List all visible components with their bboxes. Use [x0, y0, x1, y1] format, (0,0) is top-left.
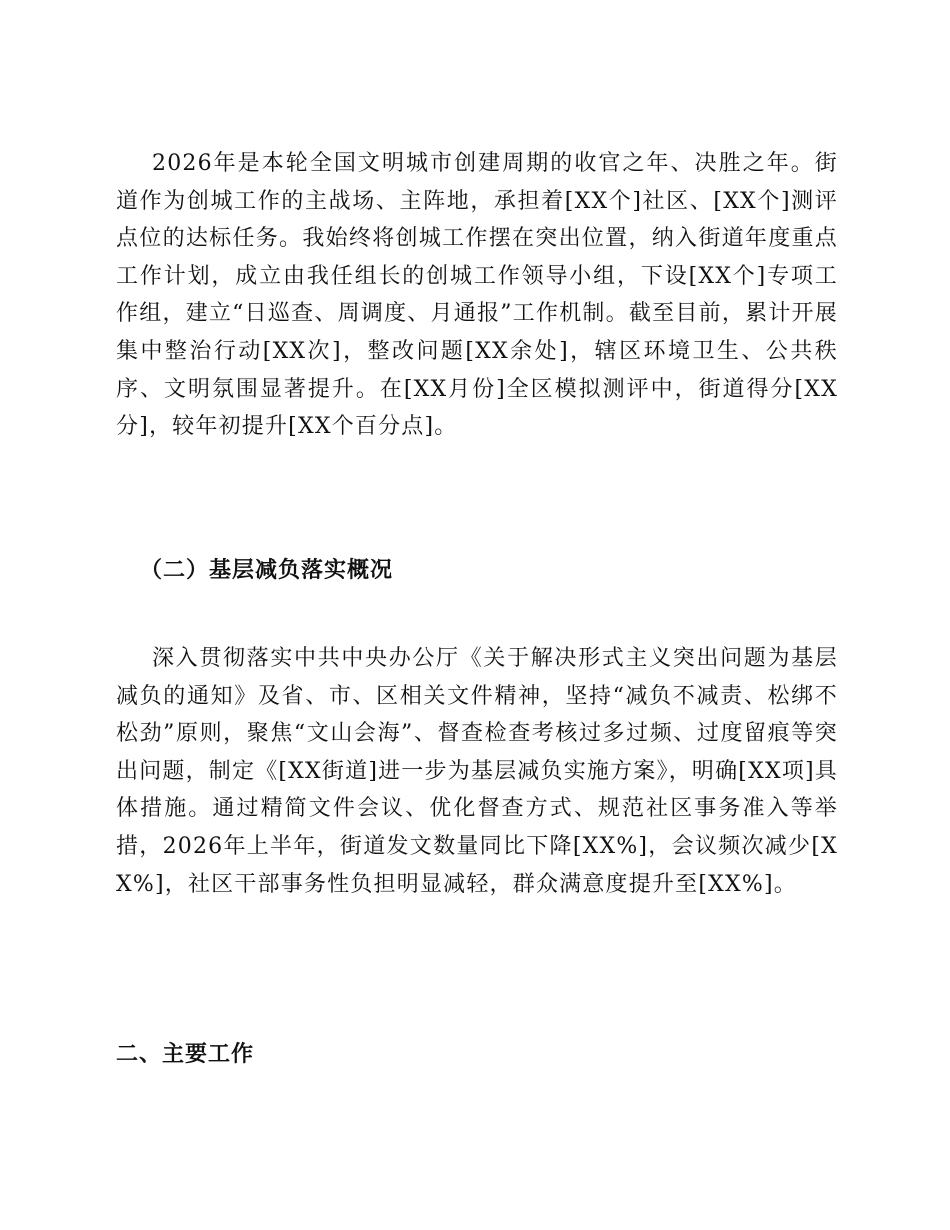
paragraph-burden-reduction: 深入贯彻落实中共中央办公厅《关于解决形式主义突出问题为基层减负的通知》及省、市、区相关文件精神，坚持“减负不减责、松绑不松劲”原则，聚焦“文山会海”、督查检查考核过多过频、过度留痕等突出问题，制定《[XX街道]进一步为基层减负实施方案》，明确[XX项]具体措施。通过精简文件会议、优化督查方式、规范社区事务准入等举措，2026年上半年，街道发文数量同比下降[XX%]，会议频次减少[XX%]，社区干部事务性负担明显减轻，群众满意度提升至[XX%]。 — [116, 646, 838, 897]
subheading-burden-reduction: （二）基层减负落实概况 — [140, 558, 394, 583]
section-heading-main-work: 二、主要工作 — [116, 1042, 255, 1067]
paragraph-civilization-city: 2026年是本轮全国文明城市创建周期的收官之年、决胜之年。街道作为创城工作的主战场、主阵地，承担着[XX个]社区、[XX个]测评点位的达标任务。我始终将创城工作摆在突出位置，纳入街道年度重点工作计划，成立由我任组长的创城工作领导小组，下设[XX个]专项工作组，建立“日巡查、周调度、月通报”工作机制。截至目前，累计开展集中整治行动[XX次]，整改问题[XX余处]，辖区环境卫生、公共秩序、文明氛围显著提升。在[XX月份]全区模拟测评中，街道得分[XX分]，较年初提升[XX个百分点]。 — [116, 151, 838, 440]
